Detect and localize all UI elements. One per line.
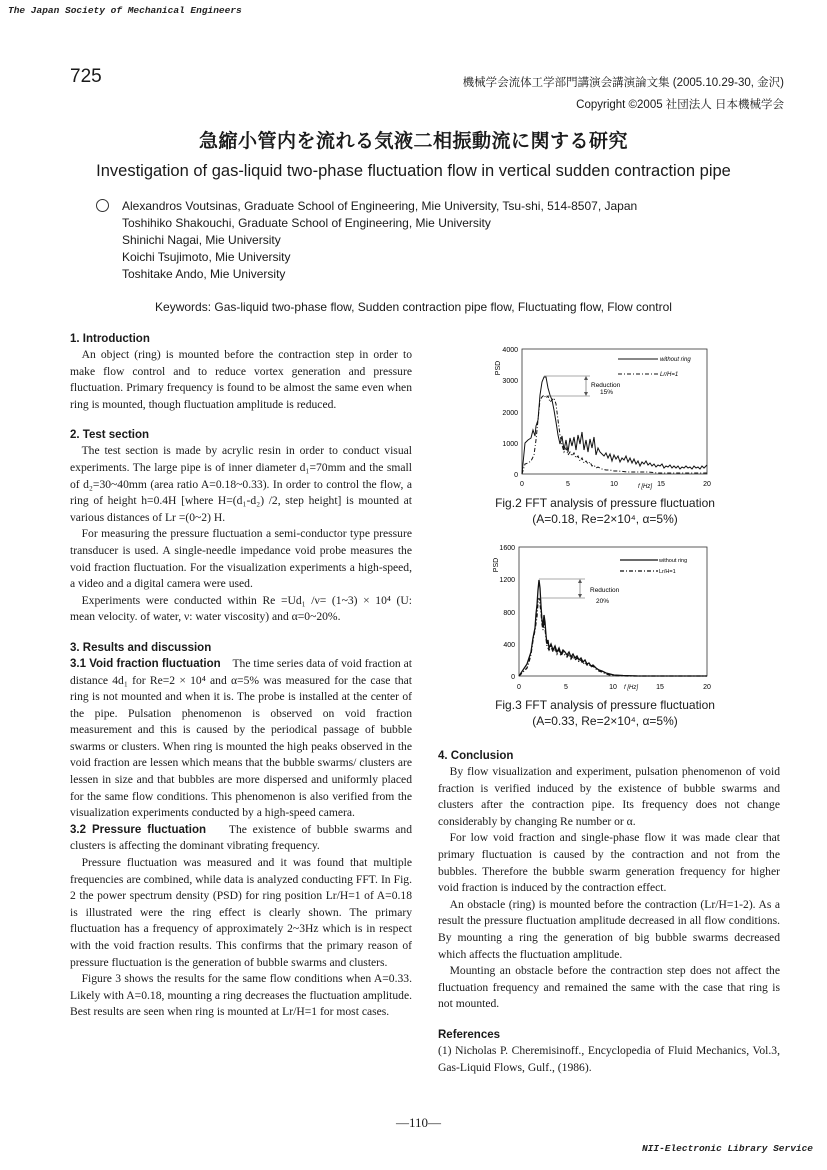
page-number: 725 (70, 66, 102, 87)
heading-references: References (438, 1028, 501, 1041)
results-void-fraction (70, 656, 412, 822)
heading-test-section: 2. Test section (70, 429, 150, 442)
pressure-text: The existence of bubble swarms and clusters is affecting the dominant vibrating frequency. (70, 822, 413, 853)
fig3-xlabel: f [Hz] (624, 685, 639, 691)
subheading-pressure: 3.2 Pressure fluctuation (70, 823, 207, 836)
subheading-void-fraction: 3.1 Void fraction fluctuation (70, 657, 221, 670)
copyright-line: Copyright ©2005 社団法人 日本機械学会 (576, 99, 784, 111)
fig3-ytick-1200: 1200 (499, 577, 515, 584)
fig2-xtick-10: 10 (610, 481, 618, 488)
author-1: Alexandros Voutsinas, Graduate School of Engineering, Mie University, Tsu-shi, 514-8507, Japan (122, 199, 638, 213)
author-5: Toshitake Ando, Mie University (122, 267, 286, 281)
fig3-legend-dash: Lr/H=1 (659, 569, 676, 575)
footer-page-number: —110— (396, 1115, 442, 1130)
heading-results: 3. Results and discussion (70, 641, 212, 654)
fig3-ylabel: PSD (493, 557, 500, 573)
fig2-ytick-2000: 2000 (502, 410, 518, 417)
figure-3 (478, 540, 738, 730)
fig3-reduction-value: 20% (596, 598, 610, 605)
fig2-xtick-15: 15 (657, 481, 665, 488)
fig2-xtick-20: 20 (703, 481, 711, 488)
fig3-ytick-0: 0 (511, 674, 515, 681)
results-paragraph-3: Figure 3 shows the results for the same flow conditions when A=0.33. Likely with A=0.18, mounting a ring decreases the fluctuation amplitude. Best results are seen when ring is mounted at Lr/H=1 for most cases. (70, 972, 412, 1019)
author-2: Toshihiko Shakouchi, Graduate School of Engineering, Mie University (122, 216, 491, 230)
intro-paragraph: An object (ring) is mounted before the contraction step in order to make flow control and to reduce vortex generation and pressure fluctuation. Primary frequency is found to be almost the same even when ring is mounted, though fluctuation amplitude is reduced. (70, 348, 412, 411)
author-4: Koichi Tsujimoto, Mie University (122, 250, 291, 264)
conclusion-paragraph-3: An obstacle (ring) is mounted before the contraction (Lr/H=1-2). As a result the pressure fluctuation amplitude decreased in all flow conditions. By mounting a ring the generation of big bubble swarms decreased which affects the fluctuation amplitude. (438, 897, 780, 961)
figure-2 (478, 340, 738, 530)
fig2-ytick-1000: 1000 (502, 441, 518, 448)
fig3-ytick-1600: 1600 (499, 545, 515, 552)
presenter-circle-icon (96, 199, 109, 212)
title-english: Investigation of gas-liquid two-phase fluctuation flow in vertical sudden contraction pipe (96, 162, 731, 180)
fig2-reduction-value: 15% (600, 389, 614, 396)
footer-service: NII-Electronic Library Service (641, 1143, 813, 1154)
fig3-xtick-0: 0 (517, 684, 521, 691)
heading-conclusion: 4. Conclusion (438, 750, 514, 762)
fig3-ytick-800: 800 (503, 610, 515, 617)
keywords: Keywords: Gas-liquid two-phase flow, Sudden contraction pipe flow, Fluctuating flow, Flow control (155, 300, 672, 314)
results-paragraph-2: Pressure fluctuation was measured and it was found that multiple frequencies are combined, while data is analyzed conducting FFT. In Fig. 2 the power spectrum density (PSD) for ring position Lr/H=1 of A=0.18 is illustrated were the ring effect is clearly shown. The primary fluctuation has a frequency of approximately 2~3Hz which is in respect with the void fraction results. This confirms that the primary reason of pressure fluctuation is the generation of bubble swarms and clusters. (70, 856, 412, 969)
void-fraction-text: The time series data of void fraction at distance 4d₁ for Re=2 × 10⁴ and α=5% was measured for the case that ring is not mounted and when it is. The probe is installed at the center of the pipe. Pulsation phenomenon is observed on void fraction measurement and this is caused by the periodical passage of bubble swarms or clusters. When ring is mounted the high peaks observed in the void fraction are lessen which means that the bubble swarms/ clusters are lessen in size and that bubbles are more dispersed and uniformly placed for the same flow conditions. This phenomenon is also verified from the visualization experiments conducted by a high-speed camera. (70, 656, 413, 820)
fig3-reduction-label: Reduction (590, 587, 620, 594)
fig3-xtick-20: 20 (703, 684, 711, 691)
heading-introduction: 1. Introduction (70, 333, 150, 345)
fig2-caption-line2: (A=0.18, Re=2×10⁴, α=5%) (532, 512, 678, 526)
test-paragraph-3: Experiments were conducted within Re =Ud₁ /ν= (1~3) × 10⁴ (U: mean velocity. of water, ν: water viscosity) and α=0~20%. (70, 593, 412, 624)
conference-info: 機械学会流体工学部門講演会講演論文集 (2005.10.29-30, 金沢) (462, 77, 784, 89)
fig2-xtick-5: 5 (566, 481, 570, 488)
fig2-legend-solid: without ring (660, 357, 691, 363)
fig2-legend-dash: Lr/H=1 (660, 372, 679, 378)
fig2-chart (478, 340, 738, 490)
fig2-xtick-0: 0 (520, 481, 524, 488)
fig2-caption-line1: Fig.2 FFT analysis of pressure fluctuation (495, 496, 715, 510)
fig2-xlabel: f [Hz] (638, 484, 653, 490)
author-3: Shinichi Nagai, Mie University (122, 233, 281, 247)
fig2-ytick-4000: 4000 (502, 347, 518, 354)
fig3-caption-line2: (A=0.33, Re=2×10⁴, α=5%) (532, 714, 678, 728)
fig3-chart (478, 540, 738, 692)
fig2-reduction-label: Reduction (591, 382, 621, 389)
conclusion-paragraph-2: For low void fraction and single-phase flow it was made clear that primary fluctuation is caused by the contraction and not from the bubbles. Therefore the bubble swarm generation frequency for higher void fraction is induced by the contraction effect. (438, 831, 780, 895)
conclusion-paragraph-4: Mounting an obstacle before the contraction step does not affect the fluctuation frequency and remained the same with the case that ring is not mounted. (438, 964, 780, 1011)
results-pressure (70, 822, 412, 855)
fig2-ytick-0: 0 (514, 472, 518, 479)
author-list (96, 198, 637, 283)
fig3-caption-line1: Fig.3 FFT analysis of pressure fluctuation (495, 698, 715, 712)
fig3-ytick-400: 400 (503, 642, 515, 649)
left-column (70, 331, 412, 1021)
reference-1: (1) Nicholas P. Cheremisinoff., Encyclopedia of Fluid Mechanics, Vol.3, Gas-Liquid Flows, Gulf., (1986). (438, 1043, 780, 1074)
right-column (438, 748, 780, 1076)
test-paragraph-1: The test section is made by acrylic resin in order to conduct visual experiments. The large pipe is of inner diameter d₁=70mm and the small of d₂=30~40mm (area ratio A=0.18~0.33). In order to control the flow, a ring of height h=0.4H [where H=(d₁-d₂) /2, step height] is mounted at various distances of Lr =(0~2) H. (70, 444, 412, 524)
fig2-ytick-3000: 3000 (502, 378, 518, 385)
conclusion-paragraph-1: By flow visualization and experiment, pulsation phenomenon of void fraction is verified induced by the existence of bubble swarms and clusters after the contraction pipe. Its frequency does not change considerably by changing Re number or α. (438, 765, 780, 828)
fig3-xtick-10: 10 (609, 684, 617, 691)
society-header: The Japan Society of Mechanical Engineers (8, 5, 242, 16)
fig2-ylabel: PSD (495, 360, 502, 376)
fig3-xtick-5: 5 (564, 684, 568, 691)
title-japanese: 急縮小管内を流れる気液二相振動流に関する研究 (198, 131, 628, 152)
test-paragraph-2: For measuring the pressure fluctuation a semi-conductor type pressure transducer is used. A single-needle impedance void probe measures the void fraction fluctuation. For the visualization experiments a high-speed, a video and a digital camera were used. (70, 527, 412, 591)
fig3-xtick-15: 15 (656, 684, 664, 691)
fig3-legend-solid: without ring (659, 558, 688, 564)
